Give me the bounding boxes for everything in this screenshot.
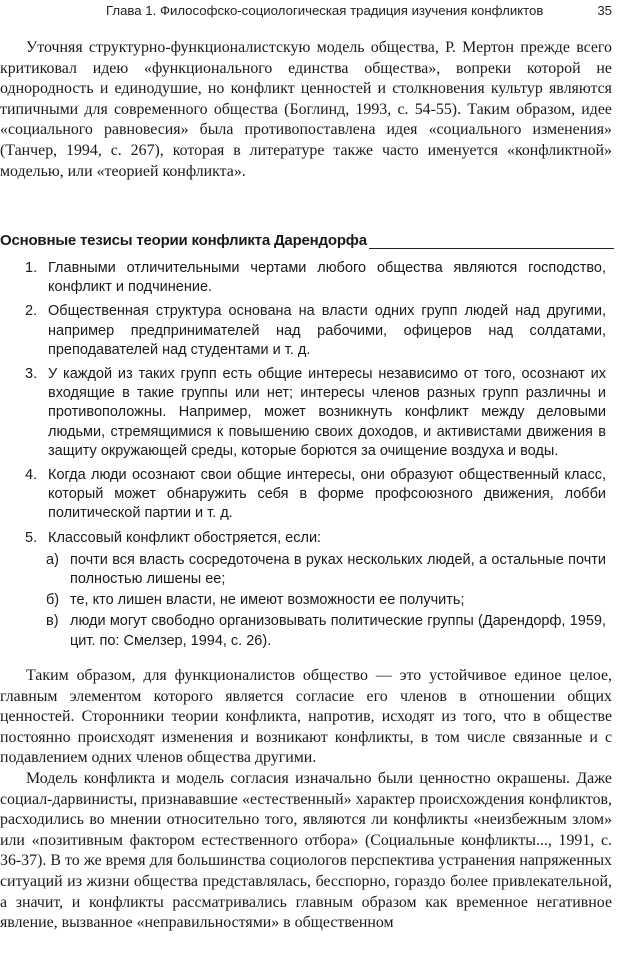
thesis-sublist	[48, 551, 606, 651]
thesis-item	[0, 259, 606, 297]
thesis-number: 3.	[25, 366, 38, 383]
thesis-text: У каждой из таких групп есть общие интересы независимо от того, осознают их входящие в такие группы или нет; интересы членов разных групп различны и противоположны. Например, может возникнуть конфликт между деловыми людьми, стремящимися к повышению своих доходов, и активистами движения в защиту окружающей среды, которые борются за очищение воздуха и воды.	[48, 366, 606, 459]
thesis-text: Классовый конфликт обостряется, если:	[48, 529, 322, 546]
thesis-subitem	[46, 551, 606, 589]
thesis-text: Главными отличительными чертами любого общества являются господство, конфликт и подчинение.	[48, 260, 606, 296]
thesis-number: 2.	[25, 303, 38, 320]
page-number: 35	[597, 3, 612, 18]
thesis-number: 1.	[25, 260, 38, 276]
theses-heading	[0, 232, 614, 249]
subitem-text: почти вся власть сосредоточена в руках нескольких людей, а остальные почти полностью лишены ее;	[70, 551, 606, 588]
closing-paragraph: Таким образом, для функционалистов общество — это устойчивое единое целое, главным элементом которого является согласие его членов в отношении общих ценностей. Сторонники теории конфликта, напротив, исходят из того, что в обществе постоянно происходят изменения и возникают конфликты, в том числе связанные и с подавлением одних членов общества другими.	[0, 667, 612, 767]
running-head	[0, 0, 620, 22]
thesis-item	[0, 302, 606, 360]
thesis-item	[0, 466, 606, 524]
closing-paragraph: Модель конфликта и модель согласия изначально были ценностно окрашены. Даже социал-дарвинисты, признававшие «естественный» характер происхождения конфликтов, расходились во мнении относительно того, являются ли конфликты «неизбежным злом» или «позитивным фактором естественного отбора» (Социальные конфликты..., 1991, с. 36-37). В то же время для большинства социологов перспектива устранения напряженных ситуаций из жизни общества представлялась, бесспорно, гораздо более привлекательной, а значит, и конфликты рассматривались главным образом как временное негативное явление, вызванное «неправильностями» в общественном	[0, 769, 612, 932]
thesis-number: 5.	[25, 529, 38, 546]
subitem-text: люди могут свободно организовывать политические группы (Дарендорф, 1959, цит. по: Смелзер, 1994, с. 26).	[70, 613, 606, 649]
subitem-letter: б)	[46, 592, 60, 609]
subitem-text: те, кто лишен власти, не имеют возможности ее получить;	[70, 592, 465, 609]
thesis-number: 4.	[25, 467, 38, 484]
thesis-text: Общественная структура основана на власти одних групп людей над другими, например предпринимателей над рабочими, офицеров над солдатами, преподавателей над студентами и т. д.	[48, 303, 606, 358]
subitem-letter: а)	[46, 551, 59, 568]
thesis-item	[0, 365, 606, 461]
thesis-text: Когда люди осознают свои общие интересы, они образуют общественный класс, который может обнаружить себя в форме профсоюзного движения, лобби политической партии и т. д.	[48, 467, 606, 522]
heading-rule	[369, 234, 614, 249]
theses-heading-text: Основные тезисы теории конфликта Дарендорфа	[0, 232, 367, 249]
theses-list	[0, 259, 606, 656]
thesis-subitem	[46, 612, 606, 650]
subitem-letter: в)	[46, 613, 59, 630]
thesis-item	[0, 529, 606, 651]
closing-text	[0, 666, 612, 934]
chapter-title: Глава 1. Философско-социологическая традиция изучения конфликтов	[106, 3, 544, 18]
intro-paragraph: Уточняя структурно-функционалистскую модель общества, Р. Мертон прежде всего критиковал идею «функционального единства общества», вопреки которой не однородность и единодушие, но конфликт ценностей и столкновения культур являются типичными для современного общества (Боглинд, 1993, с. 54-55). Таким образом, идее «социального равновесия» была противопоставлена идея «социального изменения» (Танчер, 1994, с. 267), которая в литературе также часто именуется «конфликтной» моделью, или «теорией конфликта».	[0, 39, 612, 180]
thesis-subitem	[46, 591, 606, 610]
